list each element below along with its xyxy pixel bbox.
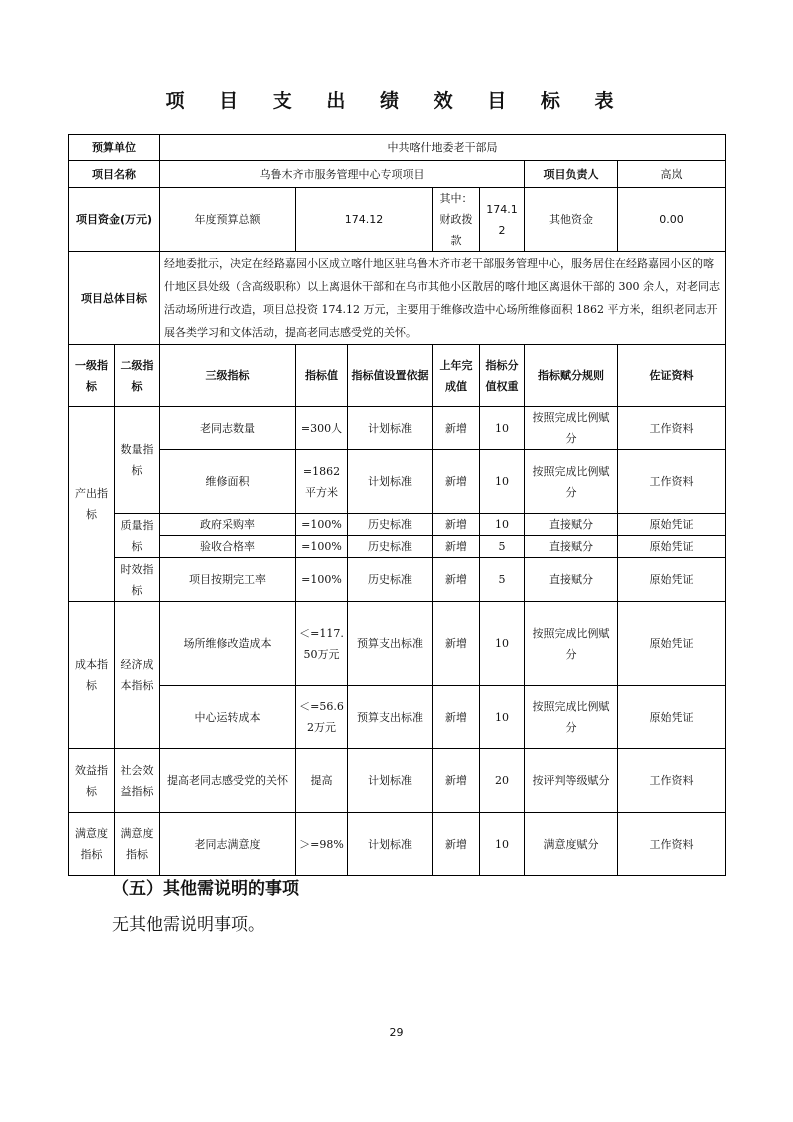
indicator-basis: 计划标准 bbox=[348, 813, 433, 876]
indicator-last: 新增 bbox=[433, 813, 480, 876]
indicator-basis: 历史标准 bbox=[348, 514, 433, 536]
table-row bbox=[69, 536, 726, 558]
indicator-last: 新增 bbox=[433, 536, 480, 558]
project-value: 乌鲁木齐市服务管理中心专项项目 bbox=[160, 161, 525, 188]
indicator-last: 新增 bbox=[433, 514, 480, 536]
annual-budget-label: 年度预算总额 bbox=[160, 188, 296, 252]
table-row bbox=[69, 558, 726, 602]
group-social-benefit: 社会效益指标 bbox=[115, 749, 160, 813]
indicator-last: 新增 bbox=[433, 558, 480, 602]
indicator-rule: 按照完成比例赋分 bbox=[525, 686, 618, 749]
indicator-weight: 10 bbox=[480, 686, 525, 749]
indicator-value: =100% bbox=[296, 536, 348, 558]
fiscal-value: 174.12 bbox=[480, 188, 525, 252]
indicator-rule: 直接赋分 bbox=[525, 536, 618, 558]
indicator-name: 维修面积 bbox=[160, 450, 296, 514]
indicator-name: 中心运转成本 bbox=[160, 686, 296, 749]
manager-label: 项目负责人 bbox=[525, 161, 618, 188]
indicator-weight: 10 bbox=[480, 450, 525, 514]
indicator-evidence: 原始凭证 bbox=[618, 558, 726, 602]
indicator-evidence: 工作资料 bbox=[618, 407, 726, 450]
indicator-value: 提高 bbox=[296, 749, 348, 813]
indicator-name: 老同志数量 bbox=[160, 407, 296, 450]
indicator-evidence: 原始凭证 bbox=[618, 602, 726, 686]
indicator-last: 新增 bbox=[433, 450, 480, 514]
fiscal-label: 其中：财政拨款 bbox=[433, 188, 480, 252]
group-cost: 成本指标 bbox=[69, 602, 115, 749]
indicator-rule: 直接赋分 bbox=[525, 558, 618, 602]
indicator-weight: 10 bbox=[480, 602, 525, 686]
table-row bbox=[69, 749, 726, 813]
indicator-rule: 按照完成比例赋分 bbox=[525, 602, 618, 686]
indicator-name: 提高老同志感受党的关怀 bbox=[160, 749, 296, 813]
header-last-year: 上年完成值 bbox=[433, 345, 480, 407]
indicator-basis: 计划标准 bbox=[348, 407, 433, 450]
indicator-weight: 10 bbox=[480, 514, 525, 536]
other-value: 0.00 bbox=[659, 213, 684, 226]
other-label: 其他资金 bbox=[549, 213, 593, 226]
group-satisfaction-sub: 满意度指标 bbox=[115, 813, 160, 876]
indicator-last: 新增 bbox=[433, 407, 480, 450]
indicator-weight: 20 bbox=[480, 749, 525, 813]
header-level3: 三级指标 bbox=[160, 345, 296, 407]
header-value: 指标值 bbox=[296, 345, 348, 407]
annual-budget-value: 174.12 bbox=[296, 188, 433, 252]
indicator-evidence: 原始凭证 bbox=[618, 514, 726, 536]
header-evidence: 佐证资料 bbox=[618, 345, 726, 407]
indicator-evidence: 工作资料 bbox=[618, 450, 726, 514]
indicator-evidence: 工作资料 bbox=[618, 749, 726, 813]
indicator-evidence: 原始凭证 bbox=[618, 686, 726, 749]
indicator-name: 项目按期完工率 bbox=[160, 558, 296, 602]
indicator-name: 验收合格率 bbox=[160, 536, 296, 558]
goal-label: 项目总体目标 bbox=[69, 252, 160, 345]
group-benefit: 效益指标 bbox=[69, 749, 115, 813]
indicator-weight: 5 bbox=[480, 536, 525, 558]
indicator-evidence: 工作资料 bbox=[618, 813, 726, 876]
group-satisfaction: 满意度指标 bbox=[69, 813, 115, 876]
other-value-cell bbox=[618, 188, 726, 252]
indicator-value: =100% bbox=[296, 558, 348, 602]
indicator-weight: 10 bbox=[480, 407, 525, 450]
indicator-basis: 预算支出标准 bbox=[348, 686, 433, 749]
indicator-name: 老同志满意度 bbox=[160, 813, 296, 876]
indicator-value: =1862平方米 bbox=[296, 450, 348, 514]
page-number: 29 bbox=[389, 1026, 404, 1039]
header-weight: 指标分值权重 bbox=[480, 345, 525, 407]
indicator-value: ＜=117.50万元 bbox=[296, 602, 348, 686]
table-row bbox=[69, 514, 726, 536]
page-title: 项 目 支 出 绩 效 目 标 表 bbox=[165, 90, 628, 112]
goal-text: 经地委批示，决定在经路嘉园小区成立喀什地区驻乌鲁木齐市老干部服务管理中心，服务居住在经路嘉园小区的喀什地区县处级（含高级职称）以上离退休干部和在乌市其他小区散居的喀什地区离退休干部的 300 余人，对老同志活动场所进行改造，项目总投资 174.12 万元，主要用于维修改造中心场所维修面积 1862 平方米，组织老同志开展各类学习和文体活动，提高老同志感受党的关怀。 bbox=[160, 252, 726, 345]
indicator-last: 新增 bbox=[433, 749, 480, 813]
indicator-basis: 计划标准 bbox=[348, 749, 433, 813]
indicator-basis: 历史标准 bbox=[348, 558, 433, 602]
indicator-weight: 5 bbox=[480, 558, 525, 602]
indicator-rule: 按照完成比例赋分 bbox=[525, 407, 618, 450]
table-row bbox=[69, 813, 726, 876]
group-economic-cost: 经济成本指标 bbox=[115, 602, 160, 749]
performance-table bbox=[68, 134, 726, 876]
indicator-name: 政府采购率 bbox=[160, 514, 296, 536]
group-quality: 质量指标 bbox=[115, 514, 160, 558]
header-level2: 二级指标 bbox=[115, 345, 160, 407]
section-text: 无其他需说明事项。 bbox=[112, 915, 265, 935]
indicator-value: ＞=98% bbox=[296, 813, 348, 876]
table-row bbox=[69, 686, 726, 749]
indicator-name: 场所维修改造成本 bbox=[160, 602, 296, 686]
header-level1: 一级指标 bbox=[69, 345, 115, 407]
unit-value: 中共喀什地委老干部局 bbox=[160, 135, 726, 161]
indicator-evidence: 原始凭证 bbox=[618, 536, 726, 558]
indicator-last: 新增 bbox=[433, 686, 480, 749]
fund-label: 项目资金(万元) bbox=[69, 188, 160, 252]
indicator-basis: 历史标准 bbox=[348, 536, 433, 558]
other-label-cell bbox=[525, 188, 618, 252]
indicator-weight: 10 bbox=[480, 813, 525, 876]
indicator-rule: 满意度赋分 bbox=[525, 813, 618, 876]
manager-value: 高岚 bbox=[618, 161, 726, 188]
table-row bbox=[69, 602, 726, 686]
indicator-basis: 计划标准 bbox=[348, 450, 433, 514]
unit-label: 预算单位 bbox=[69, 135, 160, 161]
indicator-rule: 按照完成比例赋分 bbox=[525, 450, 618, 514]
indicator-basis: 预算支出标准 bbox=[348, 602, 433, 686]
indicator-value: =300人 bbox=[296, 407, 348, 450]
group-timeliness: 时效指标 bbox=[115, 558, 160, 602]
group-quantity: 数量指标 bbox=[115, 407, 160, 514]
group-output: 产出指标 bbox=[69, 407, 115, 602]
indicator-rule: 按评判等级赋分 bbox=[525, 749, 618, 813]
header-rule: 指标赋分规则 bbox=[525, 345, 618, 407]
indicator-rule: 直接赋分 bbox=[525, 514, 618, 536]
header-basis: 指标值设置依据 bbox=[348, 345, 433, 407]
section-title: （五）其他需说明的事项 bbox=[112, 879, 299, 899]
project-label: 项目名称 bbox=[69, 161, 160, 188]
table-row bbox=[69, 450, 726, 514]
indicator-value: =100% bbox=[296, 514, 348, 536]
table-row bbox=[69, 407, 726, 450]
indicator-value: ＜=56.62万元 bbox=[296, 686, 348, 749]
indicator-last: 新增 bbox=[433, 602, 480, 686]
